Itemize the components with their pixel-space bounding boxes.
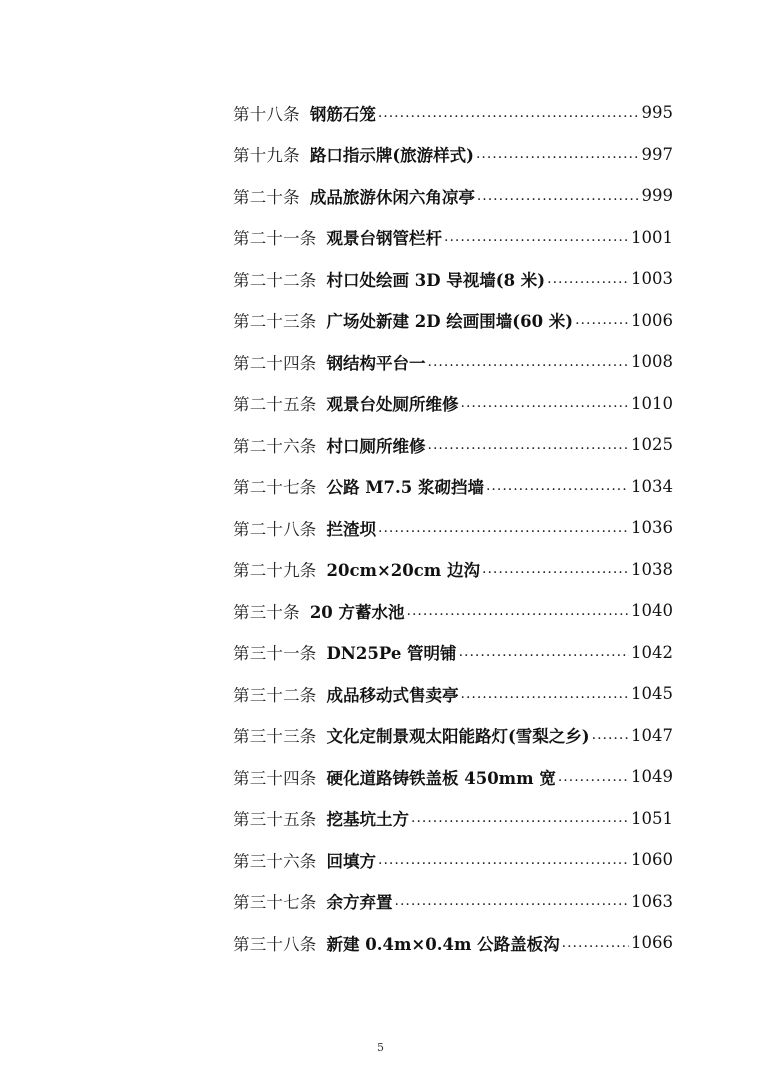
toc-entry[interactable] — [233, 839, 673, 881]
toc-page-number: 997 — [641, 144, 673, 164]
toc-entry[interactable] — [233, 881, 673, 923]
toc-entry-title: DN25Pe 管明铺 — [326, 644, 457, 664]
toc-page-number: 1006 — [631, 310, 673, 330]
toc-page-number: 1010 — [631, 393, 673, 413]
toc-entry-title: 广场处新建 2D 绘画围墙(60 米) — [326, 312, 574, 332]
toc-article-number: 第三十四条 — [233, 768, 317, 788]
toc-page-number: 1060 — [631, 850, 673, 870]
toc-entry-title: 挖基坑土方 — [326, 810, 409, 830]
page-number-footer: 5 — [377, 1041, 384, 1054]
toc-article-number: 第三十一条 — [233, 644, 317, 664]
dot-leader — [482, 561, 629, 577]
toc-entry-title: 成品旅游休闲六角凉亭 — [309, 187, 475, 207]
toc-page-number: 995 — [641, 103, 673, 123]
dot-leader — [407, 603, 629, 619]
dot-leader — [547, 271, 629, 287]
toc-entry-title: 20 方蓄水池 — [309, 602, 405, 622]
toc-page-number: 1036 — [631, 518, 673, 538]
toc-entry[interactable] — [233, 549, 673, 591]
toc-page-number: 1047 — [631, 725, 673, 745]
toc-entry[interactable] — [233, 383, 673, 425]
toc-entry-title: 路口指示牌(旅游样式) — [309, 146, 474, 166]
toc-entry[interactable] — [233, 92, 673, 134]
toc-entry-title: 钢结构平台一 — [326, 353, 426, 373]
toc-entry[interactable] — [233, 922, 673, 964]
dot-leader — [461, 395, 630, 411]
toc-entry[interactable] — [233, 217, 673, 259]
toc-page-number: 1063 — [631, 891, 673, 911]
toc-entry[interactable] — [233, 134, 673, 176]
toc-article-number: 第三十二条 — [233, 685, 317, 705]
dot-leader — [486, 478, 629, 494]
toc-entry-title: 观景台钢管栏杆 — [326, 229, 442, 249]
toc-entry-title: 拦渣坝 — [326, 519, 376, 539]
toc-page-number: 1040 — [631, 601, 673, 621]
toc-entry-title: 回填方 — [326, 851, 376, 871]
toc-entry[interactable] — [233, 798, 673, 840]
toc-article-number: 第二十六条 — [233, 436, 317, 456]
toc-article-number: 第二十七条 — [233, 478, 317, 498]
toc-page-number: 1049 — [631, 767, 673, 787]
toc-article-number: 第二十五条 — [233, 395, 317, 415]
toc-page-number: 1008 — [631, 352, 673, 372]
toc-entry-title: 观景台处厕所维修 — [326, 395, 459, 415]
dot-leader — [477, 188, 640, 204]
toc-page-number: 1045 — [631, 684, 673, 704]
toc-page-number: 1001 — [631, 227, 673, 247]
toc-entry[interactable] — [233, 673, 673, 715]
toc-page-number: 1034 — [631, 476, 673, 496]
table-of-contents — [233, 92, 673, 964]
dot-leader — [558, 769, 629, 785]
toc-entry-title: 硬化道路铸铁盖板 450mm 宽 — [326, 768, 556, 788]
toc-article-number: 第二十二条 — [233, 270, 317, 290]
toc-entry-title: 新建 0.4m×0.4m 公路盖板沟 — [326, 934, 560, 954]
dot-leader — [378, 105, 640, 121]
toc-article-number: 第二十三条 — [233, 312, 317, 332]
toc-article-number: 第二十九条 — [233, 561, 317, 581]
toc-article-number: 第二十条 — [233, 187, 300, 207]
dot-leader — [378, 852, 629, 868]
toc-entry[interactable] — [233, 507, 673, 549]
toc-article-number: 第三十三条 — [233, 727, 317, 747]
toc-entry-title: 成品移动式售卖亭 — [326, 685, 459, 705]
toc-page-number: 1003 — [631, 269, 673, 289]
toc-page-number: 1066 — [631, 933, 673, 953]
toc-article-number: 第二十四条 — [233, 353, 317, 373]
toc-entry-title: 余方弃置 — [326, 893, 393, 913]
dot-leader — [428, 437, 630, 453]
toc-page-number: 1051 — [631, 808, 673, 828]
toc-entry-title: 村口厕所维修 — [326, 436, 426, 456]
toc-entry-title: 文化定制景观太阳能路灯(雪梨之乡) — [326, 727, 590, 747]
toc-entry[interactable] — [233, 756, 673, 798]
dot-leader — [395, 893, 630, 909]
toc-page-number: 1042 — [631, 642, 673, 662]
toc-article-number: 第二十一条 — [233, 229, 317, 249]
toc-page-number: 999 — [641, 186, 673, 206]
toc-article-number: 第十八条 — [233, 104, 300, 124]
toc-entry-title: 公路 M7.5 浆砌挡墙 — [326, 478, 484, 498]
toc-article-number: 第三十六条 — [233, 851, 317, 871]
dot-leader — [444, 229, 629, 245]
dot-leader — [378, 520, 629, 536]
toc-entry[interactable] — [233, 341, 673, 383]
dot-leader — [592, 727, 629, 743]
dot-leader — [461, 686, 630, 702]
toc-entry[interactable] — [233, 715, 673, 757]
toc-entry-title: 20cm×20cm 边沟 — [326, 561, 481, 581]
toc-entry[interactable] — [233, 632, 673, 674]
toc-page-number: 1038 — [631, 559, 673, 579]
toc-article-number: 第三十五条 — [233, 810, 317, 830]
dot-leader — [428, 354, 630, 370]
toc-entry[interactable] — [233, 175, 673, 217]
toc-article-number: 第三十条 — [233, 602, 300, 622]
toc-page-number: 1025 — [631, 435, 673, 455]
toc-article-number: 第十九条 — [233, 146, 300, 166]
toc-entry-title: 村口处绘画 3D 导视墙(8 米) — [326, 270, 546, 290]
toc-article-number: 第三十八条 — [233, 934, 317, 954]
toc-entry[interactable] — [233, 466, 673, 508]
dot-leader — [459, 644, 629, 660]
toc-article-number: 第三十七条 — [233, 893, 317, 913]
toc-entry[interactable] — [233, 590, 673, 632]
dot-leader — [476, 146, 640, 162]
toc-entry[interactable] — [233, 258, 673, 300]
toc-entry[interactable] — [233, 300, 673, 342]
dot-leader — [411, 810, 629, 826]
toc-entry[interactable] — [233, 424, 673, 466]
toc-entry-title: 钢筋石笼 — [309, 104, 376, 124]
dot-leader — [575, 312, 629, 328]
dot-leader — [562, 935, 629, 951]
toc-article-number: 第二十八条 — [233, 519, 317, 539]
